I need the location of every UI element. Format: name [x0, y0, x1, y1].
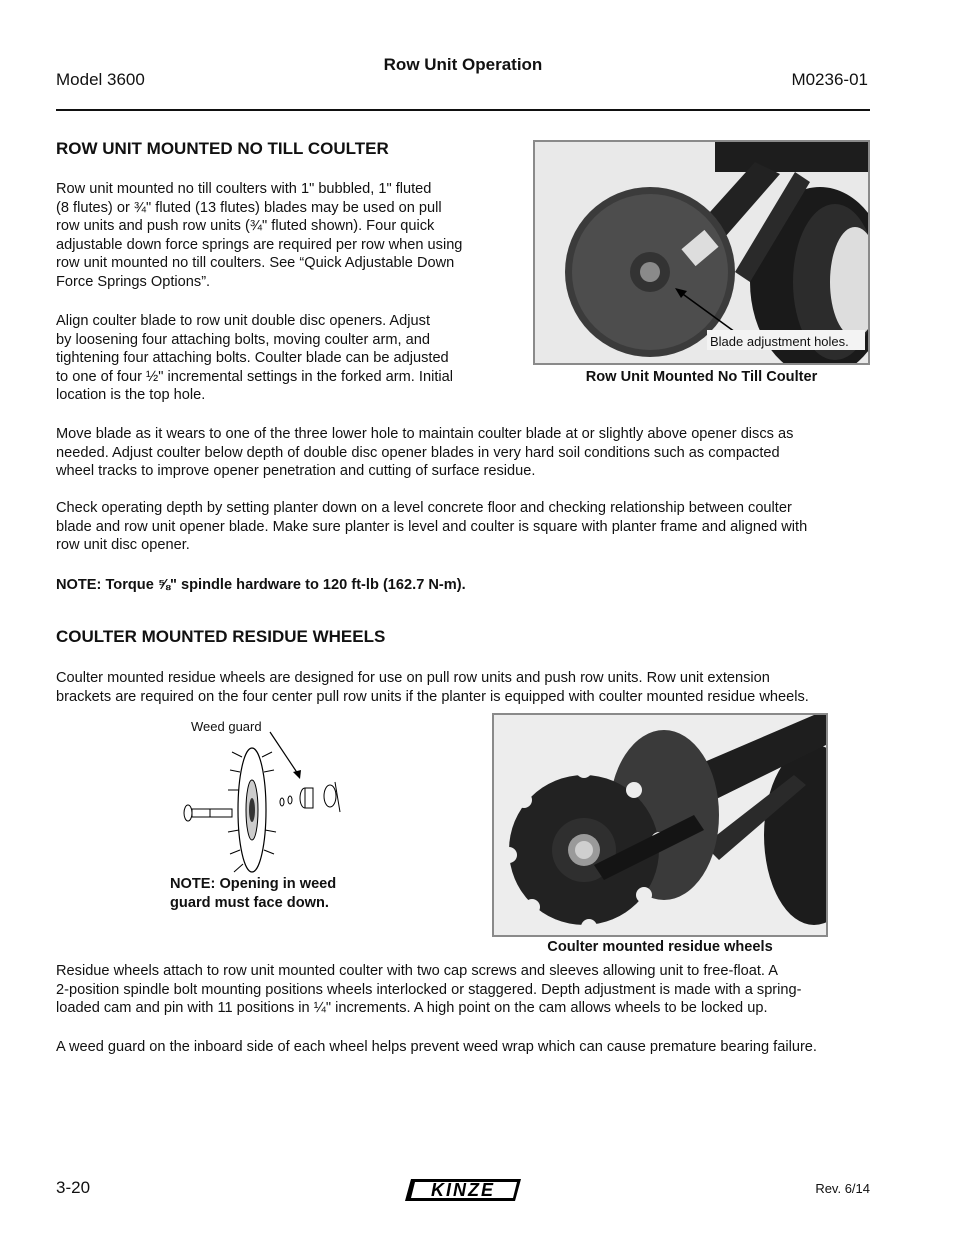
text-line: loaded cam and pin with 11 positions in ¼" increments. A high point on the cam allows wheels to be locked up.: [56, 1000, 768, 1017]
text-line: A weed guard on the inboard side of each wheel helps prevent weed wrap which can cause premature bearing failure.: [56, 1039, 817, 1055]
revision-date: Rev. 6/14: [815, 1181, 870, 1196]
weed-guard-label: Weed guard: [191, 719, 262, 734]
weed-guard-diagram: [170, 712, 370, 877]
kinze-logo-mark: [405, 1175, 523, 1205]
text-line: to one of four ½" incremental settings in the forked arm. Initial: [56, 368, 453, 385]
section-header-title: Row Unit Operation: [383, 55, 543, 74]
text-line: brackets are required on the four center pull row units if the planter is equipped with coulter mounted residue wheels.: [56, 688, 809, 705]
text-line: tightening four attaching bolts. Coulter blade can be adjusted: [56, 350, 449, 367]
page-number: 3-20: [56, 1178, 91, 1197]
residue-wheels-illustration: [494, 715, 826, 935]
svg-text:KINZE: KINZE: [431, 1180, 495, 1200]
paragraph-residue-wheels-attach: [56, 962, 870, 1018]
paragraph-operating-depth: [56, 499, 870, 555]
text-line: Row unit mounted no till coulters with 1" bubbled, 1" fluted: [56, 181, 432, 197]
text-line: Residue wheels attach to row unit mounted coulter with two cap screws and sleeves allowing unit to free-float. A: [56, 963, 778, 979]
text-line: location is the top hole.: [56, 387, 206, 404]
figure-caption-no-till-coulter: Row Unit Mounted No Till Coulter: [585, 369, 818, 385]
text-line: Align coulter blade to row unit double disc openers. Adjust: [56, 313, 430, 329]
text-line: NOTE: Opening in weed: [170, 876, 337, 892]
manual-number: M0236-01: [791, 70, 868, 89]
text-line: Force Springs Options”.: [56, 273, 211, 290]
paragraph-move-blade: [56, 425, 870, 481]
torque-note: NOTE: Torque ⅝" spindle hardware to 120 ft-lb (162.7 N-m).: [56, 577, 466, 593]
weed-guard-note: [170, 875, 336, 912]
paragraph-coulter-blades: [56, 180, 506, 292]
text-line: row unit mounted no till coulters. See “Quick Adjustable Down: [56, 255, 455, 272]
text-line: adjustable down force springs are required per row when using: [56, 236, 463, 253]
text-line: wheel tracks to improve opener penetration and cutting of surface residue.: [56, 463, 536, 480]
section-title-no-till-coulter: ROW UNIT MOUNTED NO TILL COULTER: [56, 139, 389, 158]
figure-caption-residue-wheels: Coulter mounted residue wheels: [547, 939, 773, 955]
exploded-view-illustration: [170, 712, 370, 877]
text-line: guard must face down.: [170, 894, 329, 911]
paragraph-weed-guard: [56, 1038, 886, 1057]
paragraph-align-blade: [56, 312, 506, 405]
section-title-residue-wheels: COULTER MOUNTED RESIDUE WHEELS: [56, 627, 386, 646]
header-rule: [56, 109, 870, 111]
residue-wheels-photo: [492, 713, 828, 937]
text-line: Check operating depth by setting planter down on a level concrete floor and checking relationship between coulter: [56, 500, 792, 516]
blade-adjustment-label: Blade adjustment holes.: [710, 334, 849, 349]
text-line: needed. Adjust coulter below depth of double disc opener blades in very hard soil conditions such as compacted: [56, 444, 780, 461]
text-line: by loosening four attaching bolts, moving coulter arm, and: [56, 331, 430, 348]
text-line: row units and push row units (¾" fluted shown). Four quick: [56, 218, 435, 235]
text-line: blade and row unit opener blade. Make sure planter is level and coulter is square with planter frame and aligned with: [56, 518, 808, 535]
no-till-coulter-photo: [533, 140, 870, 365]
model-label: Model 3600: [56, 70, 145, 89]
kinze-logo: [405, 1175, 523, 1205]
text-line: 2-position spindle bolt mounting positions wheels interlocked or staggered. Depth adjustment is made with a spring-: [56, 981, 802, 998]
text-line: (8 flutes) or ¾" fluted (13 flutes) blades may be used on pull: [56, 199, 442, 216]
text-line: Move blade as it wears to one of the three lower hole to maintain coulter blade at or slightly above opener discs as: [56, 426, 794, 442]
text-line: Coulter mounted residue wheels are designed for use on pull row units and push row units. Row unit extension: [56, 670, 770, 686]
paragraph-residue-wheels-intro: [56, 669, 870, 706]
coulter-photo-illustration: [535, 142, 868, 363]
text-line: row unit disc opener.: [56, 537, 190, 554]
